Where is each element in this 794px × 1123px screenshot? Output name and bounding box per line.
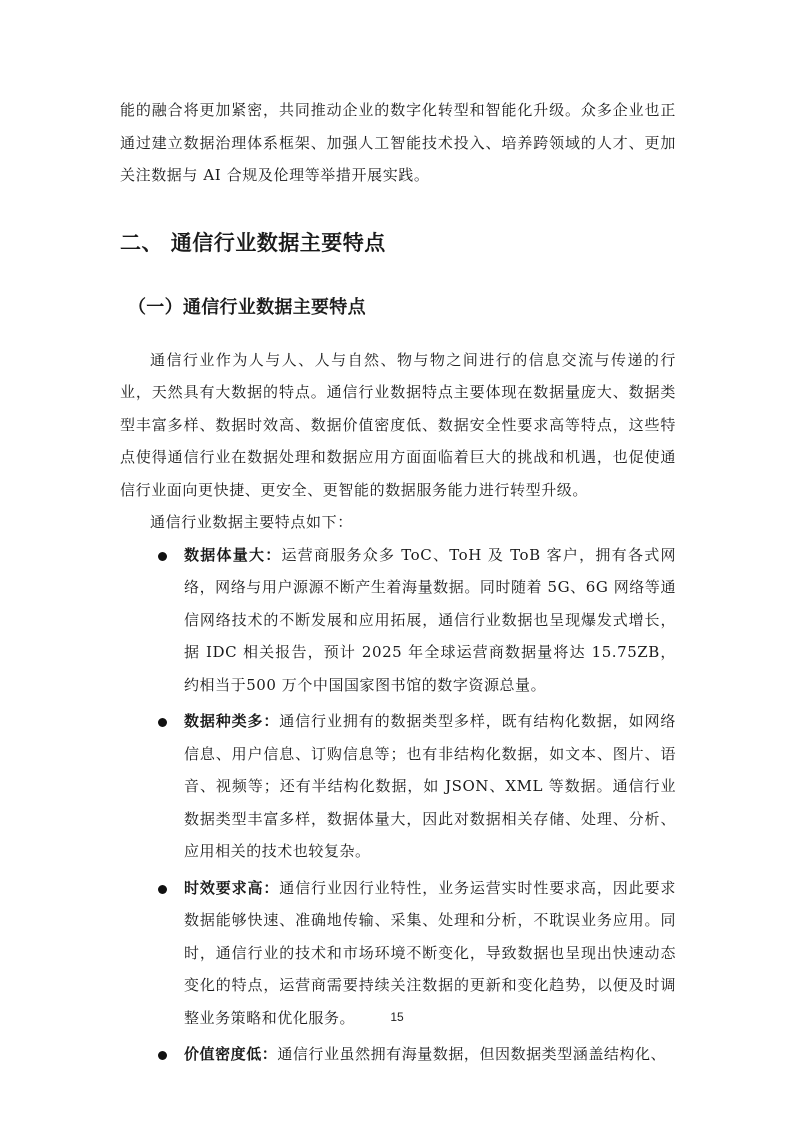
intro-paragraph: 通信行业作为人与人、人与自然、物与物之间进行的信息交流与传递的行业，天然具有大数据的特点。通信行业数据特点主要体现在数据量庞大、数据类型丰富多样、数据时效高、数据价值密度低、数据安全性要求高等特点，这些特点使得通信行业在数据处理和数据应用方面面临着巨大的挑战和机遇，也促使通信行业面向更快捷、更安全、更智能的数据服务能力进行转型升级。 xyxy=(120,350,676,499)
list-item-text xyxy=(184,1038,676,1071)
feature-list xyxy=(120,539,676,1071)
list-item-body: 运营商服务众多 ToC、ToH 及 ToB 客户，拥有各式网络，网络与用户源源不断产生着海量数据。同时随着 5G、6G 网络等通信网络技术的不断发展和应用拓展，通信行业数据也呈现爆发式增长，据 IDC 相关报告，预计 2025 年全球运营商数据量将达 15.75ZB，约相当于500 万个中国国家图书馆的数字资源总量。 xyxy=(184,545,676,694)
list-intro: 通信行业数据主要特点如下： xyxy=(150,513,353,531)
intro-block xyxy=(120,344,676,539)
subsection-heading: （一）通信行业数据主要特点 xyxy=(128,296,366,318)
continued-paragraph: 能的融合将更加紧密，共同推动企业的数字化转型和智能化升级。众多企业也正通过建立数据治理体系框架、加强人工智能技术投入、培养跨领域的人才、更加关注数据与 AI 合规及伦理等举措开展实践。 xyxy=(120,101,676,184)
list-item xyxy=(120,705,676,868)
page-number: 15 xyxy=(390,1010,404,1024)
list-item-body: 通信行业因行业特性，业务运营实时性要求高，因此要求数据能够快速、准确地传输、采集、处理和分析，不耽误业务应用。同时，通信行业的技术和市场环境不断变化，导致数据也呈现出快速动态变化的特点，运营商需要持续关注数据的更新和变化趋势，以便及时调整业务策略和优化服务。 xyxy=(184,878,676,1027)
list-item-term: 数据种类多： xyxy=(184,712,280,730)
list-item-text xyxy=(184,705,676,868)
bullet-dot-icon xyxy=(158,1051,167,1060)
bullet-dot-icon xyxy=(158,552,167,561)
list-item-term: 数据体量大： xyxy=(184,545,282,564)
list-item xyxy=(120,539,676,702)
bullet-dot-icon xyxy=(158,885,167,894)
list-item-term: 时效要求高： xyxy=(184,878,280,897)
list-item-body: 通信行业虽然拥有海量数据，但因数据类型涵盖结构化、 xyxy=(277,1045,667,1063)
bullet-dot-icon xyxy=(158,718,167,727)
list-item xyxy=(120,1038,676,1071)
list-item-term: 价值密度低： xyxy=(184,1045,278,1063)
section-heading: 二、 通信行业数据主要特点 xyxy=(120,230,386,255)
list-item-text xyxy=(184,539,676,702)
list-item-body: 通信行业拥有的数据类型多样，既有结构化数据，如网络信息、用户信息、订购信息等；也有非结构化数据，如文本、图片、语音、视频等；还有半结构化数据，如 JSON、XML 等数据。通信行业数据类型丰富多样，数据体量大，因此对数据相关存储、处理、分析、应用相关的技术也较复杂。 xyxy=(184,712,676,860)
